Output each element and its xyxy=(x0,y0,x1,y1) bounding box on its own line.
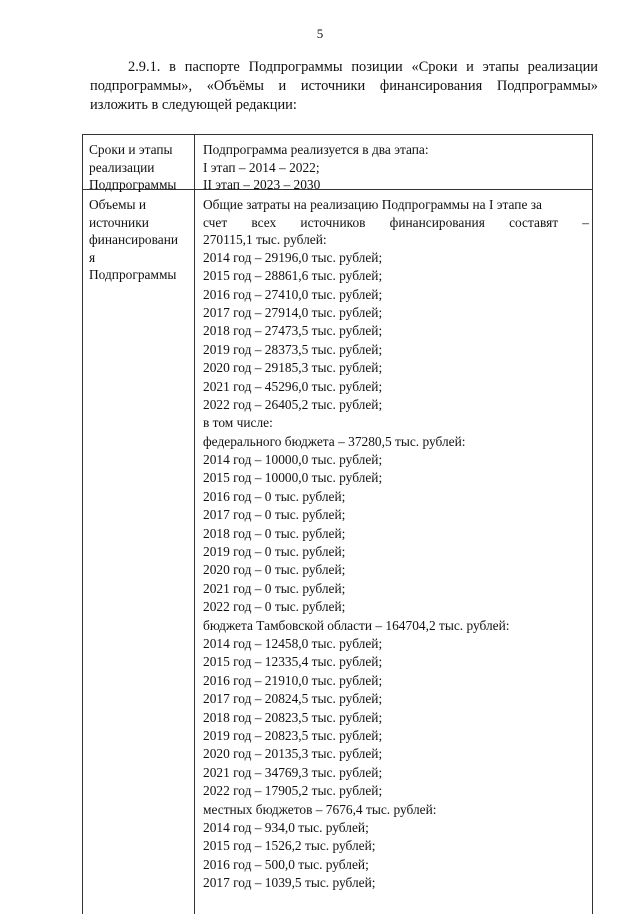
list-item: 2014 год – 934,0 тыс. рублей; xyxy=(203,819,369,835)
list-item: 2022 год – 17905,2 тыс. рублей; xyxy=(203,783,383,799)
row2-label-line: Подпрограммы xyxy=(89,267,177,283)
table-column-divider xyxy=(194,135,195,914)
list-item: 2015 год – 10000,0 тыс. рублей; xyxy=(203,470,383,486)
list-item: федерального бюджета – 37280,5 тыс. рублей: xyxy=(203,433,466,449)
list-item: 2020 год – 29185,3 тыс. рублей; xyxy=(203,360,383,376)
row1-content-cell xyxy=(203,141,589,194)
row2-label-line: Объемы и xyxy=(89,197,147,212)
list-item: 2018 год – 0 тыс. рублей; xyxy=(203,525,346,541)
list-item: 2019 год – 20823,5 тыс. рублей; xyxy=(203,727,383,743)
list-item: 2019 год – 28373,5 тыс. рублей; xyxy=(203,341,383,357)
row1-label-line: реализации xyxy=(89,159,155,175)
list-item: бюджета Тамбовской области – 164704,2 тыс. рублей: xyxy=(203,617,510,633)
row2-label-cell xyxy=(89,196,191,284)
list-item: 2021 год – 0 тыс. рублей; xyxy=(203,580,346,596)
passport-table xyxy=(82,134,593,914)
row2-label-line: финансировани xyxy=(89,232,179,248)
list-item: 2017 год – 27914,0 тыс. рублей; xyxy=(203,304,383,320)
row1-content-line: I этап – 2014 – 2022; xyxy=(203,159,320,175)
list-item: 2022 год – 0 тыс. рублей; xyxy=(203,599,346,615)
list-item: 2021 год – 45296,0 тыс. рублей; xyxy=(203,378,383,394)
list-item: 2015 год – 1526,2 тыс. рублей; xyxy=(203,838,376,854)
funding-list xyxy=(203,249,589,893)
row2-content-line: 270115,1 тыс. рублей: xyxy=(203,232,327,248)
list-item: 2021 год – 34769,3 тыс. рублей; xyxy=(203,764,383,780)
intro-line-2: подпрограммы», «Объёмы и источники финансирования Подпрограммы» xyxy=(90,78,598,94)
list-item: 2016 год – 27410,0 тыс. рублей; xyxy=(203,286,383,302)
row2-content-line: счет всех источников финансирования составят – xyxy=(203,214,589,230)
row2-content-cell xyxy=(203,196,589,892)
row1-label-line: Подпрограммы xyxy=(89,177,177,193)
list-item: 2016 год – 21910,0 тыс. рублей; xyxy=(203,672,383,688)
list-item: 2016 год – 0 тыс. рублей; xyxy=(203,488,346,504)
list-item: 2015 год – 12335,4 тыс. рублей; xyxy=(203,654,383,670)
list-item: местных бюджетов – 7676,4 тыс. рублей: xyxy=(203,801,437,817)
list-item: в том числе: xyxy=(203,415,273,431)
list-item: 2014 год – 12458,0 тыс. рублей; xyxy=(203,635,383,651)
list-item: 2016 год – 500,0 тыс. рублей; xyxy=(203,856,369,872)
list-item: 2014 год – 10000,0 тыс. рублей; xyxy=(203,452,383,468)
intro-line-3: изложить в следующей редакции: xyxy=(90,97,297,113)
row1-label-cell xyxy=(89,141,191,194)
list-item: 2018 год – 27473,5 тыс. рублей; xyxy=(203,323,383,339)
intro-paragraph xyxy=(90,58,598,115)
list-item: 2019 год – 0 тыс. рублей; xyxy=(203,544,346,560)
list-item: 2017 год – 1039,5 тыс. рублей; xyxy=(203,875,376,891)
list-item: 2014 год – 29196,0 тыс. рублей; xyxy=(203,249,383,265)
row1-content-line: II этап – 2023 – 2030 xyxy=(203,177,321,193)
intro-line-1: 2.9.1. в паспорте Подпрограммы позиции «Сроки и этапы реализации xyxy=(128,59,598,75)
row1-label-line: Сроки и этапы xyxy=(89,142,173,157)
list-item: 2017 год – 20824,5 тыс. рублей; xyxy=(203,691,383,707)
row1-content-line: Подпрограмма реализуется в два этапа: xyxy=(203,142,429,157)
list-item: 2020 год – 0 тыс. рублей; xyxy=(203,562,346,578)
page-number: 5 xyxy=(316,26,324,41)
list-item: 2022 год – 26405,2 тыс. рублей; xyxy=(203,396,383,412)
list-item: 2018 год – 20823,5 тыс. рублей; xyxy=(203,709,383,725)
row2-label-line: источники xyxy=(89,214,149,230)
list-item: 2020 год – 20135,3 тыс. рублей; xyxy=(203,746,383,762)
row2-content-line: Общие затраты на реализацию Подпрограммы на I этапе за xyxy=(203,197,542,212)
row2-label-line: я xyxy=(89,249,96,265)
list-item: 2015 год – 28861,6 тыс. рублей; xyxy=(203,268,383,284)
list-item: 2017 год – 0 тыс. рублей; xyxy=(203,507,346,523)
